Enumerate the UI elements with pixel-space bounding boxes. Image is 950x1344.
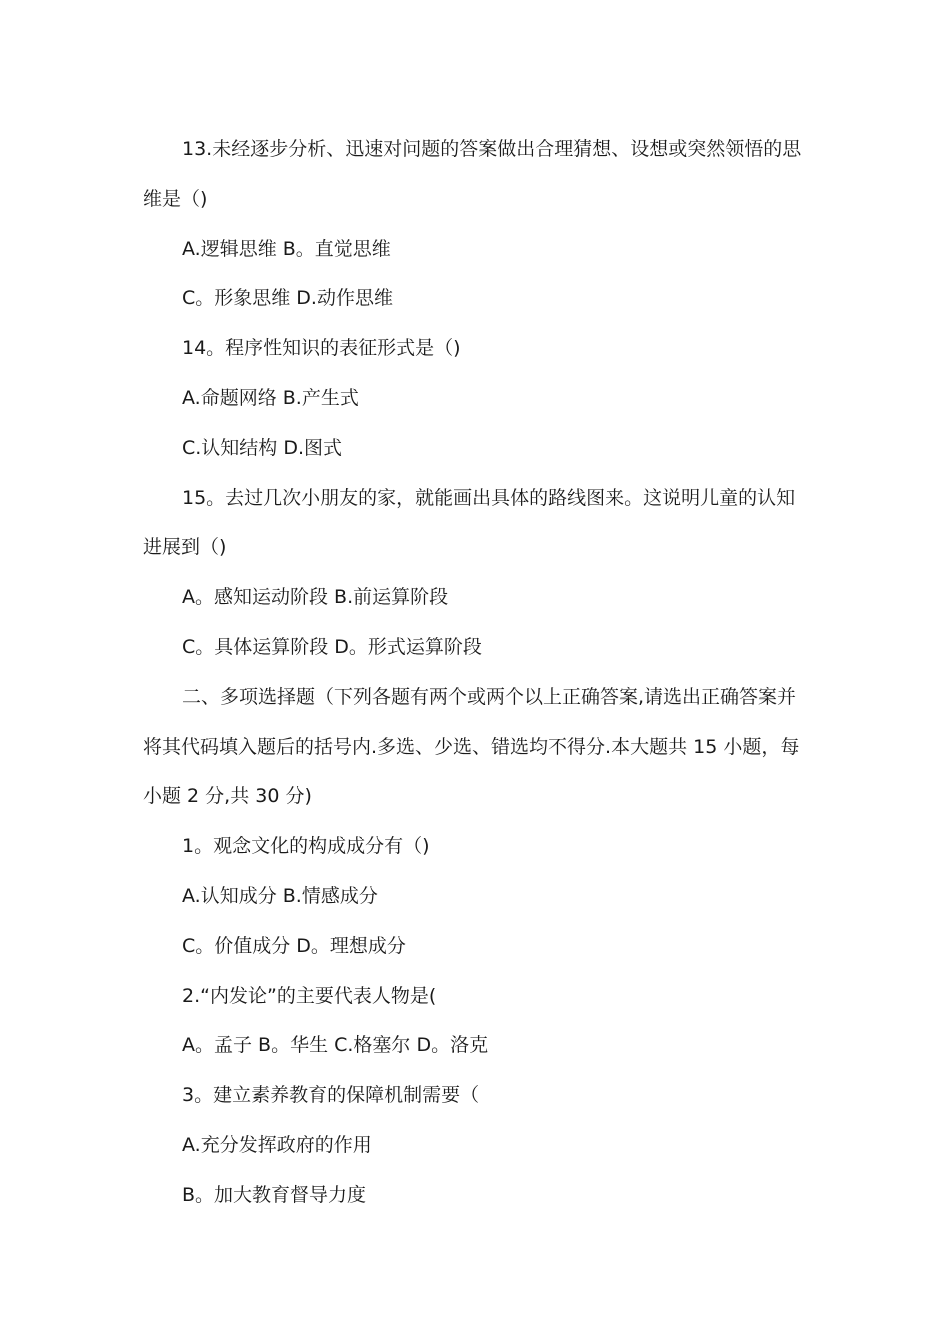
- document-body: [143, 125, 808, 1221]
- mc-question-1-stem: 1。观念文化的构成成分有（): [182, 835, 430, 858]
- question-15-options-ab: A。感知运动阶段 B.前运算阶段: [182, 586, 449, 609]
- mc-question-1-options-ab: A.认知成分 B.情感成分: [182, 884, 378, 907]
- section-2-heading-line-1: 二、多项选择题（下列各题有两个或两个以上正确答案,请选出正确答案并: [182, 685, 797, 708]
- question-14-stem: 14。程序性知识的表征形式是（): [182, 337, 461, 360]
- question-13-options-ab: A.逻辑思维 B。直觉思维: [182, 237, 391, 260]
- question-14-options-ab: A.命题网络 B.产生式: [182, 386, 359, 409]
- mc-question-2-options: A。孟子 B。华生 C.格塞尔 D。洛克: [182, 1034, 489, 1057]
- question-15-stem-line-1: 15。去过几次小朋友的家，就能画出具体的路线图来。这说明儿童的认知: [182, 486, 796, 509]
- mc-question-2-stem: 2.“内发论”的主要代表人物是(: [182, 984, 437, 1007]
- question-13-options-cd: C。形象思维 D.动作思维: [182, 287, 393, 310]
- question-15-stem-line-2: 进展到（): [143, 536, 227, 559]
- mc-question-3-option-a: A.充分发挥政府的作用: [182, 1133, 372, 1156]
- mc-question-3-stem: 3。建立素养教育的保障机制需要（: [182, 1084, 480, 1107]
- section-2-heading-line-2: 将其代码填入题后的括号内.多选、少选、错选均不得分.本大题共 15 小题，每: [143, 735, 800, 758]
- question-13-stem-line-1: 13.未经逐步分析、迅速对问题的答案做出合理猜想、设想或突然领悟的思: [182, 138, 802, 160]
- question-15-options-cd: C。具体运算阶段 D。形式运算阶段: [182, 635, 482, 658]
- question-14-options-cd: C.认知结构 D.图式: [182, 436, 343, 459]
- section-2-heading-line-3: 小题 2 分,共 30 分): [143, 785, 312, 808]
- mc-question-3-option-b: B。加大教育督导力度: [182, 1183, 367, 1206]
- mc-question-1-options-cd: C。价值成分 D。理想成分: [182, 934, 406, 957]
- question-13-stem-line-2: 维是（): [143, 187, 208, 210]
